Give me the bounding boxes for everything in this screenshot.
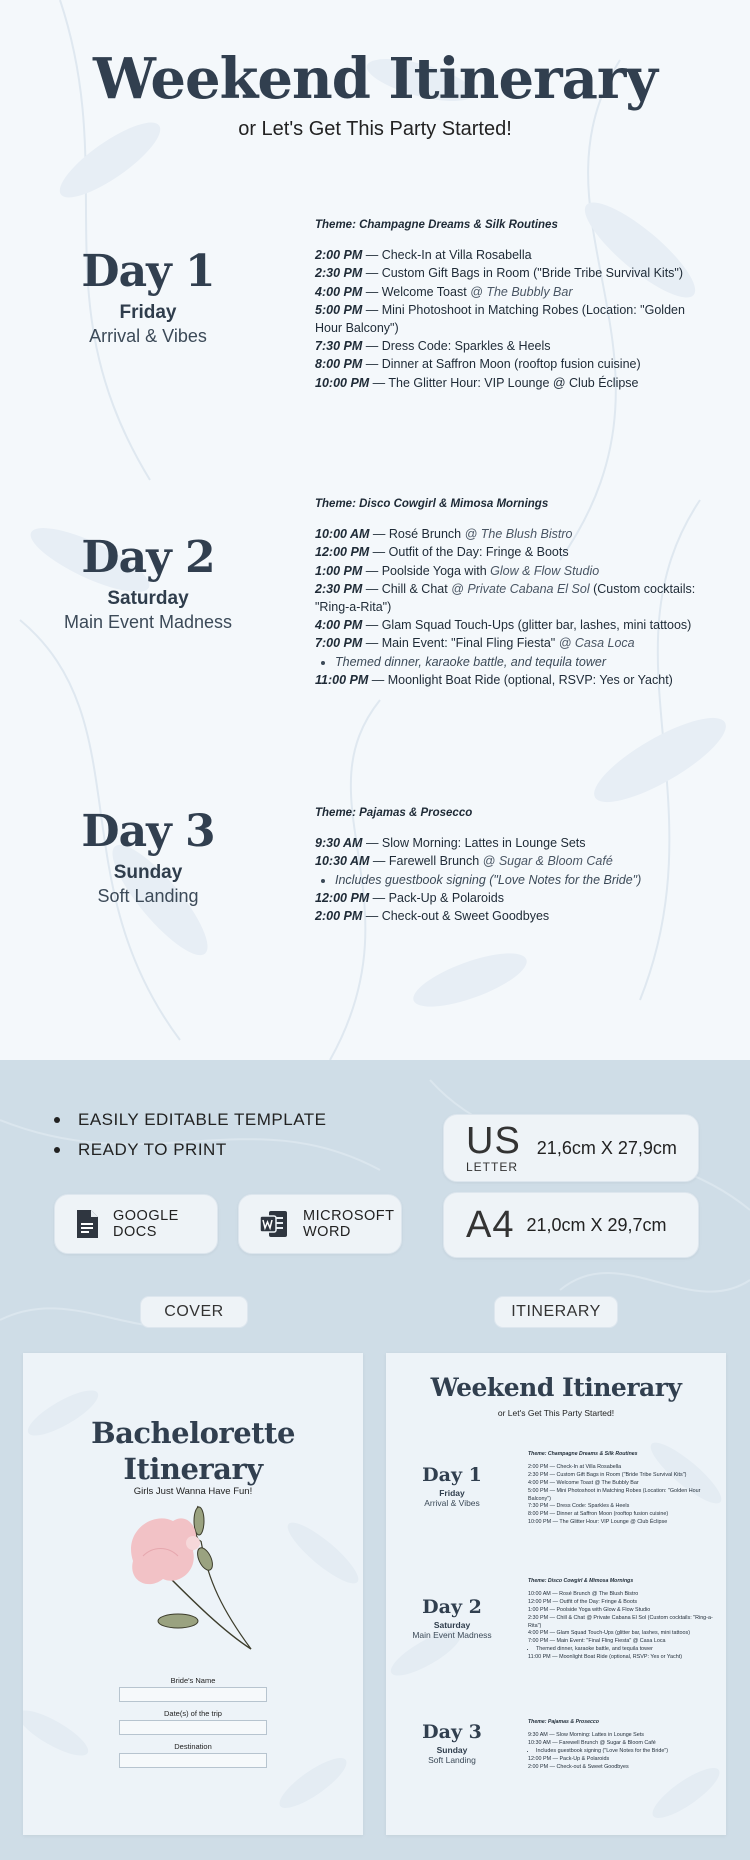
day-theme: Theme: Pajamas & Prosecco (315, 807, 473, 819)
preview-title: Weekend Itinerary (430, 1373, 682, 1402)
day-2-label (48, 534, 248, 633)
event-bullet: • Themed dinner, karaoke battle, and tequila tower (335, 653, 715, 671)
day-theme: Theme: Champagne Dreams & Silk Routines (315, 219, 558, 231)
google-docs-badge (54, 1194, 218, 1254)
trip-dates-field[interactable] (119, 1720, 267, 1735)
event-row: 9:30 AM — Slow Morning: Lattes in Lounge Sets (528, 1731, 644, 1738)
day-number: Day 2 (81, 532, 215, 583)
day-weekday: Friday (119, 302, 177, 324)
day-number: Day 3 (81, 806, 215, 857)
cover-subtitle: Girls Just Wanna Have Fun! (133, 1486, 253, 1497)
event-row: 2:00 PM — Check-In at Villa Rosabella (528, 1463, 622, 1470)
day-weekday: Sunday (436, 1744, 468, 1755)
event-row: 2:30 PM — Chill & Chat @ Private Cabana El Sol (Custom cocktails: "Ring-a-Rita") (528, 1614, 713, 1629)
field-label: Date(s) of the trip (164, 1709, 222, 1718)
microsoft-word-badge (238, 1194, 402, 1254)
us-letter-size-badge (443, 1114, 699, 1182)
event-row: 2:00 PM — Check-out & Sweet Goodbyes (315, 909, 550, 924)
feature-item: EASILY EDITABLE TEMPLATE (52, 1110, 327, 1130)
event-bullet: • Includes guestbook signing ("Love Notes for the Bride") (335, 871, 715, 889)
event-row: 2:00 PM — Check-out & Sweet Goodbyes (528, 1763, 629, 1770)
cover-tag: COVER (140, 1296, 248, 1328)
cover-title-line: Bachelorette (91, 1416, 295, 1450)
event-row: 8:00 PM — Dinner at Saffron Moon (rooftop fusion cuisine) (528, 1511, 669, 1518)
event-row: 10:00 PM — The Glitter Hour: VIP Lounge @ Club Éclipse (315, 375, 639, 390)
day-tagline: Soft Landing (428, 1754, 476, 1765)
page-title: Weekend Itinerary (93, 46, 657, 112)
event-row: 2:30 PM — Custom Gift Bags in Room ("Bride Tribe Survival Kits") (528, 1471, 687, 1478)
event-row: 11:00 PM — Moonlight Boat Ride (optional, RSVP: Yes or Yacht) (315, 672, 673, 687)
event-row: 12:00 PM — Pack-Up & Polaroids (315, 890, 504, 905)
event-row: 10:00 AM — Rosé Brunch @ The Blush Bistro (528, 1590, 639, 1597)
app-name-line2: DOCS (113, 1224, 157, 1240)
cover-title-line: Itinerary (123, 1452, 263, 1486)
preview-subtitle: or Let's Get This Party Started! (497, 1408, 615, 1418)
event-row: 8:00 PM — Dinner at Saffron Moon (rooftop fusion cuisine) (315, 357, 641, 372)
event-row: 4:00 PM — Glam Squad Touch-Ups (glitter bar, lashes, mini tattoos) (528, 1630, 690, 1637)
event-row: 10:00 PM — The Glitter Hour: VIP Lounge @ Club Éclipse (528, 1519, 668, 1526)
event-row: 12:00 PM — Outfit of the Day: Fringe & Boots (315, 545, 569, 560)
preview-day-1-label (396, 1465, 508, 1508)
day-number: Day 1 (422, 1464, 482, 1486)
event-row: 2:30 PM — Chill & Chat @ Private Cabana El Sol (Custom cocktails: "Ring-a-Rita") (315, 581, 696, 615)
event-row: 1:00 PM — Poolside Yoga with Glow & Flow Studio (315, 563, 600, 578)
event-row: 10:30 AM — Farewell Brunch @ Sugar & Bloom Café (315, 854, 613, 869)
app-name-line1: MICROSOFT (303, 1208, 395, 1224)
destination-field[interactable] (119, 1753, 267, 1768)
day-theme: Theme: Disco Cowgirl & Mimosa Mornings (528, 1578, 634, 1584)
cover-preview (23, 1353, 363, 1835)
preview-day-1-schedule (528, 1451, 716, 1527)
flower-illustration (123, 1501, 263, 1651)
day-tagline: Arrival & Vibes (424, 1497, 480, 1508)
itinerary-tag: ITINERARY (494, 1296, 618, 1328)
event-row: 12:00 PM — Outfit of the Day: Fringe & Boots (528, 1598, 638, 1605)
day-1-schedule (315, 216, 715, 392)
event-bullet: • Includes guestbook signing ("Love Notes for the Bride") (536, 1748, 716, 1756)
event-row: 4:00 PM — Welcome Toast @ The Bubbly Bar (528, 1479, 639, 1486)
event-row: 9:30 AM — Slow Morning: Lattes in Lounge Sets (315, 836, 586, 851)
day-3-schedule (315, 804, 715, 925)
event-row: 4:00 PM — Welcome Toast @ The Bubbly Bar (315, 284, 573, 299)
day-tagline: Main Event Madness (412, 1629, 492, 1640)
event-row: 7:30 PM — Dress Code: Sparkles & Heels (528, 1503, 630, 1510)
size-code: US (466, 1120, 521, 1162)
event-row: 1:00 PM — Poolside Yoga with Glow & Flow Studio (528, 1606, 651, 1613)
day-tagline: Soft Landing (97, 886, 199, 907)
event-row: 7:30 PM — Dress Code: Sparkles & Heels (315, 339, 551, 354)
cover-title (23, 1415, 363, 1487)
day-number: Day 2 (422, 1596, 482, 1618)
size-code: A4 (466, 1204, 515, 1246)
day-weekday: Saturday (433, 1619, 471, 1630)
preview-day-2-label (396, 1597, 508, 1640)
day-weekday: Friday (439, 1487, 465, 1498)
event-row: 5:00 PM — Mini Photoshoot in Matching Robes (Location: "Golden Hour Balcony") (315, 302, 685, 336)
app-name-line1: GOOGLE (113, 1208, 179, 1224)
event-bullets (335, 871, 715, 889)
event-row: 2:00 PM — Check-In at Villa Rosabella (315, 248, 532, 263)
event-row: 4:00 PM — Glam Squad Touch-Ups (glitter bar, lashes, mini tattoos) (315, 618, 692, 633)
event-row: 10:00 AM — Rosé Brunch @ The Blush Bistro (315, 527, 573, 542)
day-3-label (48, 808, 248, 907)
day-weekday: Sunday (113, 862, 183, 884)
preview-day-3-label (396, 1722, 508, 1765)
day-number: Day 1 (81, 246, 215, 297)
event-row: 5:00 PM — Mini Photoshoot in Matching Robes (Location: "Golden Hour Balcony") (528, 1487, 701, 1502)
day-theme: Theme: Pajamas & Prosecco (528, 1719, 599, 1725)
event-row: 10:30 AM — Farewell Brunch @ Sugar & Bloom Café (528, 1739, 656, 1746)
event-row: 7:00 PM — Main Event: "Final Fling Fiesta" @ Casa Loca (315, 636, 635, 651)
day-2-schedule (315, 495, 715, 689)
event-bullets (536, 1748, 716, 1756)
day-weekday: Saturday (107, 588, 189, 610)
itinerary-preview (386, 1353, 726, 1835)
field-label: Destination (174, 1742, 212, 1751)
feature-item: READY TO PRINT (52, 1140, 327, 1160)
event-row: 2:30 PM — Custom Gift Bags in Room ("Bride Tribe Survival Kits") (315, 266, 684, 281)
day-theme: Theme: Disco Cowgirl & Mimosa Mornings (315, 498, 549, 510)
event-bullet: • Themed dinner, karaoke battle, and tequila tower (536, 1646, 716, 1654)
feature-list (52, 1110, 327, 1170)
size-dimensions: 21,0cm X 29,7cm (526, 1214, 667, 1235)
preview-day-2-schedule (528, 1578, 716, 1662)
microsoft-word-icon (259, 1209, 289, 1239)
size-dimensions: 21,6cm X 27,9cm (536, 1137, 677, 1158)
event-bullets (536, 1646, 716, 1654)
brides-name-field[interactable] (119, 1687, 267, 1702)
event-row: 12:00 PM — Pack-Up & Polaroids (528, 1755, 610, 1762)
product-promo (0, 1060, 750, 1860)
google-docs-icon (75, 1209, 99, 1239)
day-tagline: Arrival & Vibes (89, 326, 207, 347)
field-label: Bride's Name (170, 1676, 216, 1685)
event-row: 11:00 PM — Moonlight Boat Ride (optional, RSVP: Yes or Yacht) (528, 1654, 683, 1661)
event-row: 7:00 PM — Main Event: "Final Fling Fiesta" @ Casa Loca (528, 1638, 666, 1645)
event-bullets (335, 653, 715, 671)
day-tagline: Main Event Madness (63, 612, 233, 633)
day-1-label (48, 248, 248, 347)
day-theme: Theme: Champagne Dreams & Silk Routines (528, 1451, 638, 1457)
app-name-line2: WORD (303, 1224, 351, 1240)
page-subtitle: or Let's Get This Party Started! (238, 118, 512, 140)
day-number: Day 3 (422, 1721, 482, 1743)
size-code-sub: LETTER (466, 1160, 519, 1174)
a4-size-badge (443, 1192, 699, 1258)
preview-day-3-schedule (528, 1719, 716, 1771)
